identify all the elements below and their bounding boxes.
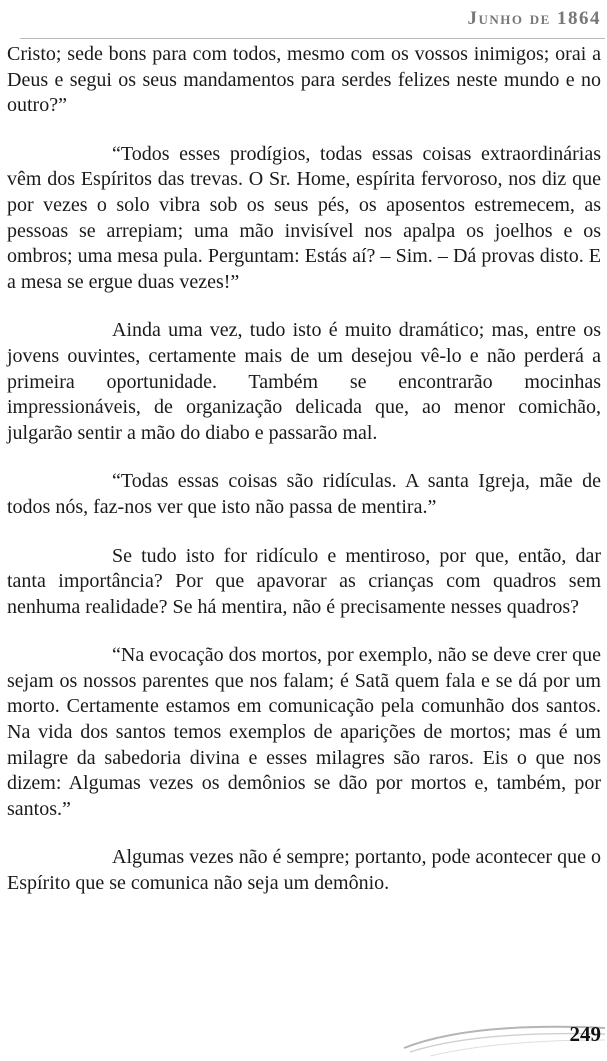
paragraph-quote-ridiculas: “Todas essas coisas são ridículas. A santa Igreja, mãe de todos nós, faz-nos ver que isto não passa de mentira.” — [7, 470, 601, 518]
paragraph-quote-evocacao: “Na evocação dos mortos, por exemplo, não se deve crer que sejam os nossos parentes que nos falam; é Satã quem fala e se dá por um morto. Certamente estamos em comunicação pela comunhão dos santos. Na vida dos santos temos exemplos de aparições de mortos; mas é um milagre da sabedoria divina e esses milagres são raros. Eis o que nos dizem: Algumas vezes os demônios se dão por mortos e, também, por santos.” — [7, 644, 601, 820]
paragraph-dramatico: Ainda uma vez, tudo isto é muito dramático; mas, entre os jovens ouvintes, certamente mais de um desejou vê-lo e não perderá a primeira oportunidade. Também se encontrarão mocinhas impressionáveis, de organização delicada que, ao menor comichão, julgarão sentir a mão do diabo e passarão mal. — [7, 319, 601, 444]
page-number: 249 — [569, 1022, 601, 1046]
paragraph-mentiroso: Se tudo isto for ridículo e mentiroso, por que, então, dar tanta importância? Por que apavorar as crianças com quadros sem nenhuma realidade? Se há mentira, não é precisamente nesses quadros? — [7, 544, 601, 618]
body-text — [7, 42, 601, 920]
paragraph-quote-prodigios: “Todos esses prodígios, todas essas coisas extraordinárias vêm dos Espíritos das trevas. O Sr. Home, espírita fervoroso, nos diz que por vezes o solo vibra sob os seus pés, os aposentos estremecem, as pessoas se arrepiam; uma mão invisível nos apalpa os joelhos e os ombros; uma mesa pula. Perguntam: Estás aí? – Sim. – Dá provas disto. E a mesa se ergue duas vezes!” — [7, 142, 601, 293]
running-header-title: Junho de 1864 — [467, 8, 601, 29]
paragraph-algumas-vezes: Algumas vezes não é sempre; portanto, pode acontecer que o Espírito que se comunica não seja um demônio. — [7, 846, 601, 895]
header-rule — [20, 38, 605, 39]
paragraph-continued: Cristo; sede bons para com todos, mesmo com os vossos inimigos; orai a Deus e segui os seus mandamentos para serdes felizes neste mundo e no outro?” — [7, 43, 601, 117]
